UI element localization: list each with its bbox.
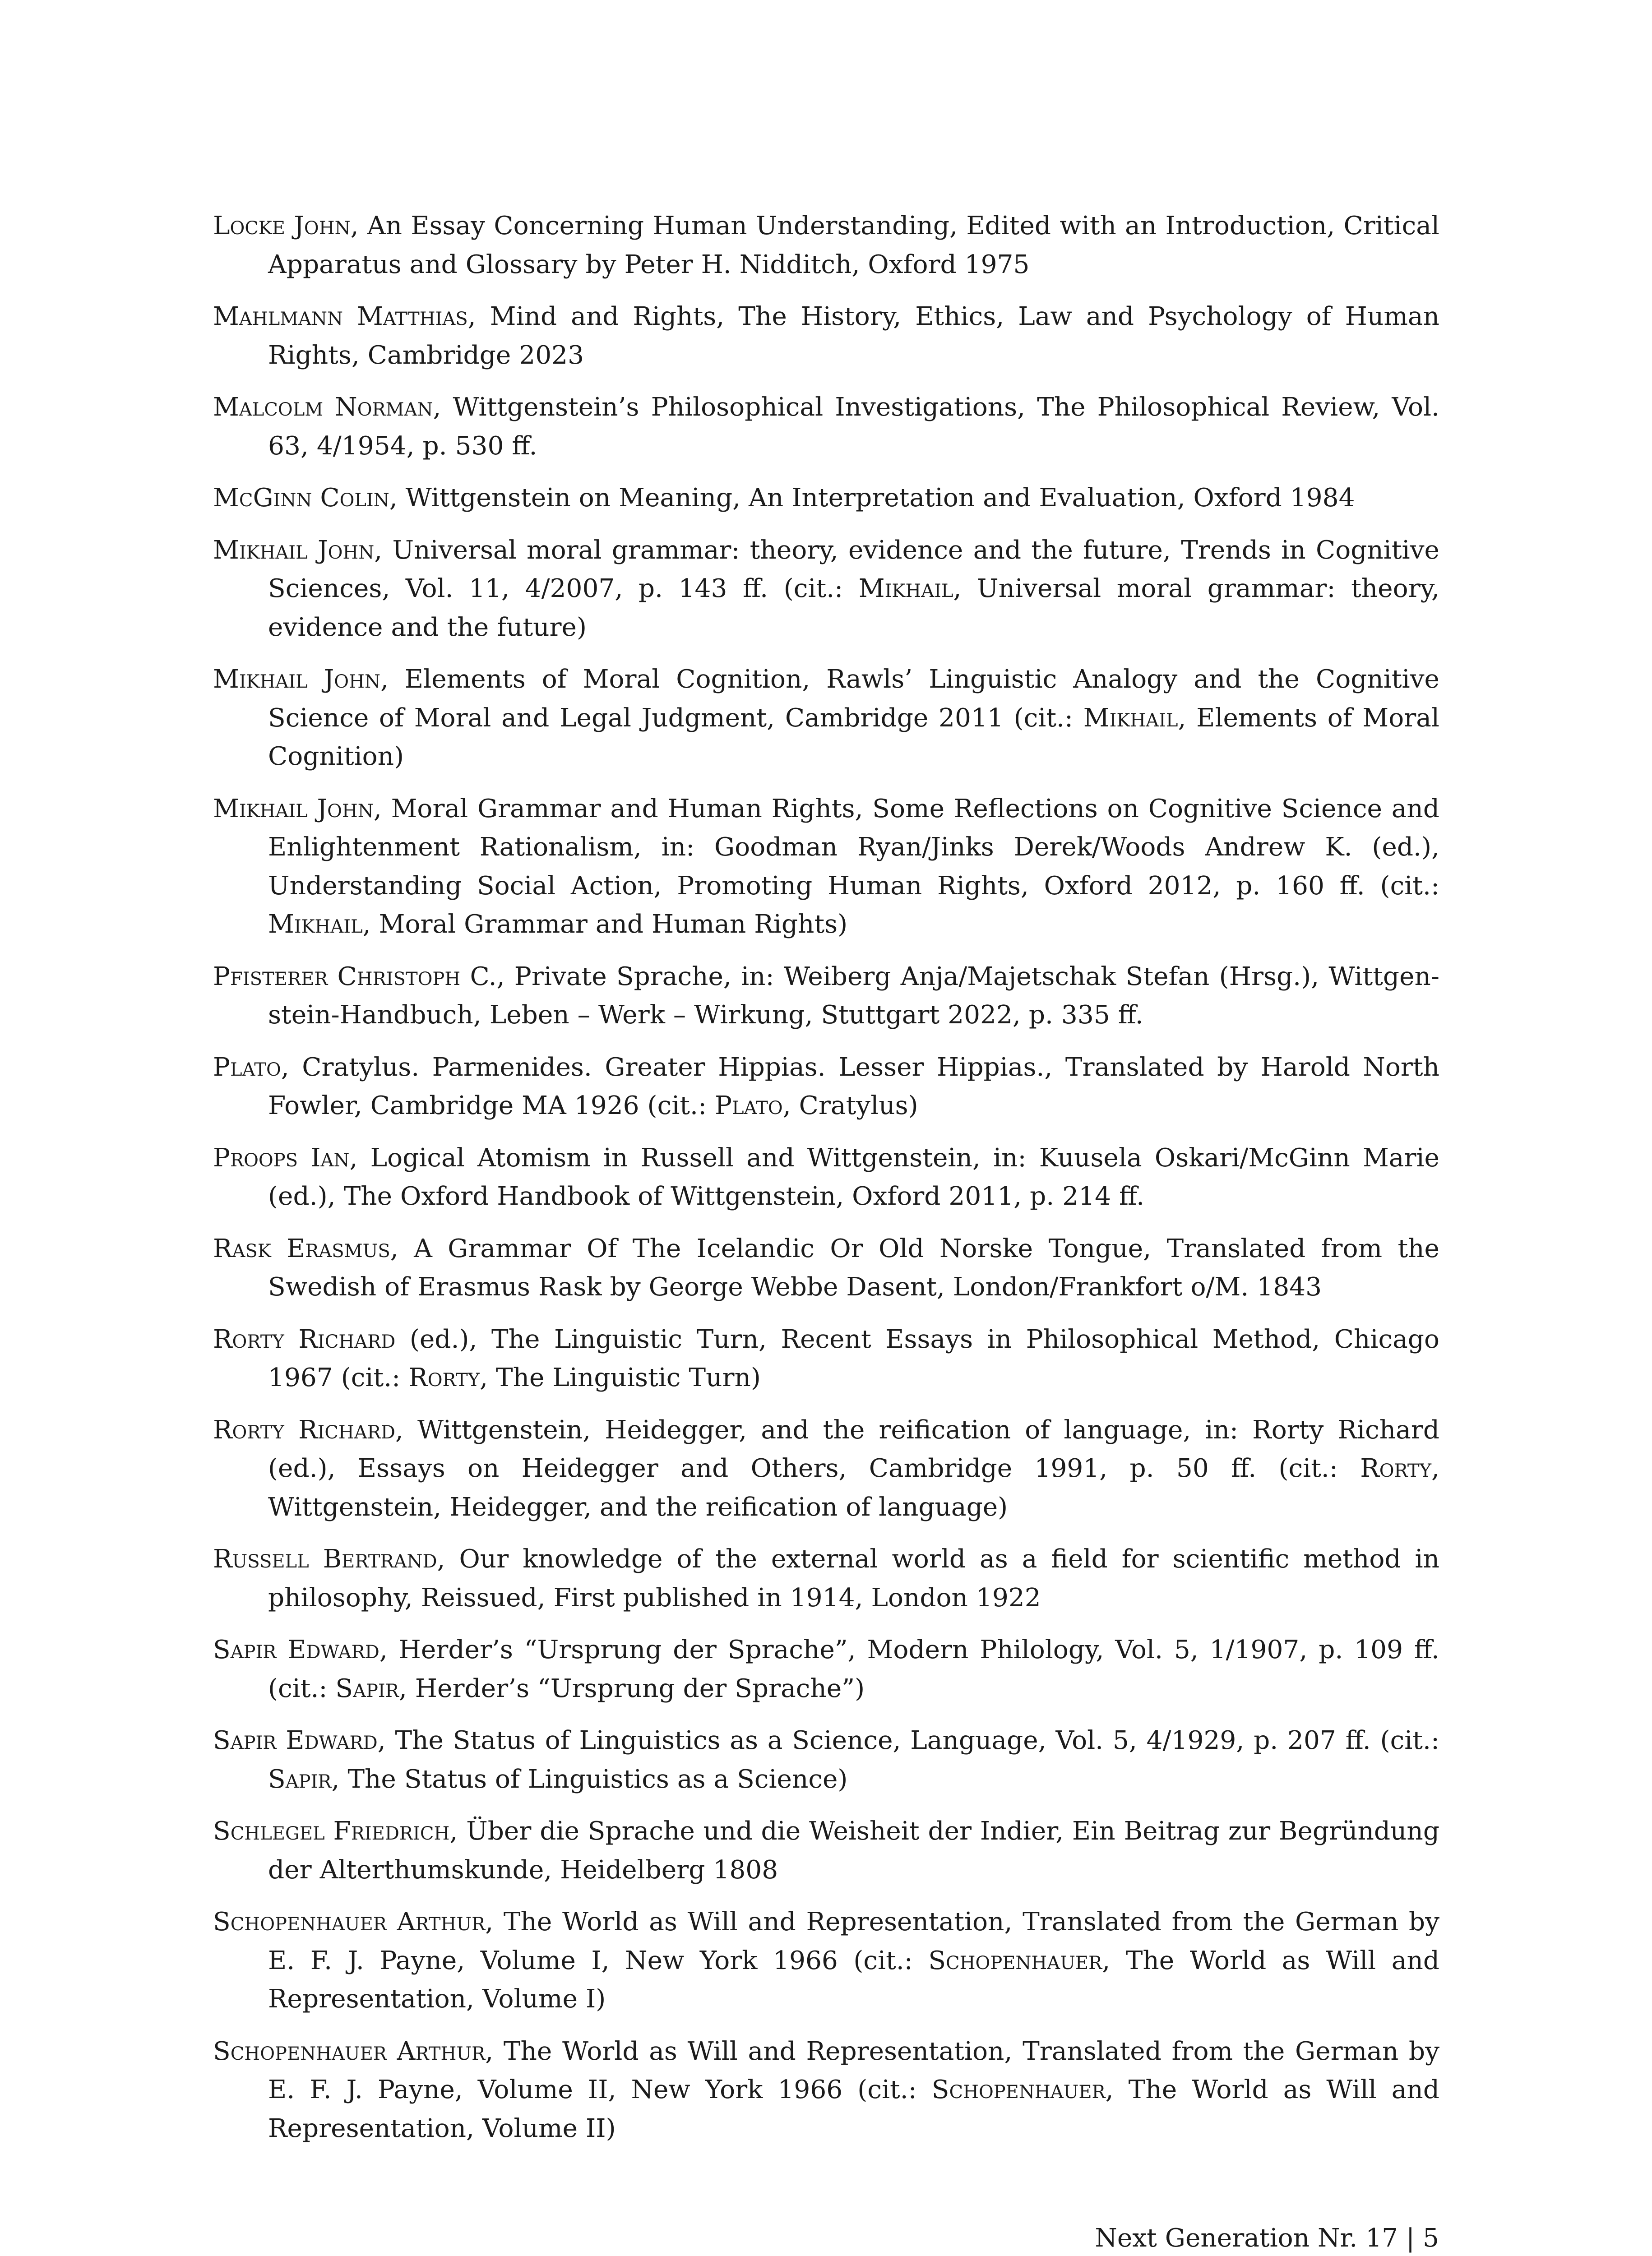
entry-cit-text: , Moral Grammar and Human Rights) (362, 910, 848, 939)
page-footer: Next Generation Nr. 17 | 5 (1095, 2224, 1439, 2253)
entry-author: Locke John (213, 211, 351, 240)
entry-author: Rorty Richard (213, 1415, 395, 1445)
entry-cit-author: Sapir (335, 1674, 399, 1703)
entry-author: Mahlmann Matthias (213, 302, 468, 331)
bibliography-entry (213, 1048, 1439, 1125)
entry-cit-text: , Cratylus) (782, 1091, 918, 1120)
entry-cit-text: , Universal moral grammar: theory, evidence and the future) (268, 574, 1439, 642)
entry-author: Sapir Edward (213, 1635, 379, 1664)
entry-author: Proops Ian (213, 1143, 350, 1173)
entry-cit-text: , The World as Will and Representation, Volume II) (268, 2075, 1439, 2143)
bibliography-entry (213, 790, 1439, 944)
entry-text: , Cratylus. Parmenides. Greater Hippias. Lesser Hippias., Translated by Harold North Fowler, Cambridge MA 1926 (cit.: (268, 1052, 1439, 1120)
entry-text: , An Essay Concerning Human Understanding, Edited with an Introduction, Critical Apparatus and Glossary by Peter H. Nidditch, Oxford 1975 (268, 211, 1439, 279)
bibliography-entry (213, 531, 1439, 647)
entry-author: Plato (213, 1052, 281, 1082)
entry-cit-author: Rorty (408, 1363, 480, 1392)
entry-cit-text: , Wittgenstein, Heidegger, and the reification of language) (268, 1454, 1439, 1522)
entry-text: , Herder’s “Ursprung der Sprache”, Modern Philology, Vol. 5, 1/1907, p. 109 ff. (cit.: (268, 1635, 1439, 1703)
entry-text: , Mind and Rights, The History, Ethics, Law and Psychology of Human Rights, Cambridge 2023 (268, 302, 1439, 370)
bibliography-entry (213, 1903, 1439, 2019)
entry-cit-author: Plato (714, 1091, 783, 1120)
entry-author: Schlegel Friedrich (213, 1817, 450, 1846)
entry-author: Mikhail John (213, 665, 380, 694)
bibliography-entry (213, 660, 1439, 776)
entry-text: , Wittgenstein’s Philosophical Investigations, The Philosophical Review, Vol. 63, 4/1954, p. 530 ff. (268, 393, 1439, 461)
entry-text: , Wittgenstein on Meaning, An Interpretation and Evaluation, Oxford 1984 (389, 483, 1355, 513)
entry-cit-text: , Herder’s “Ursprung der Sprache”) (398, 1674, 865, 1703)
entry-text: , The World as Will and Representation, Translated from the German by E. F. J. Payne, Volume II, New York 1966 (cit.: (268, 2036, 1439, 2104)
entry-author: Malcolm Norman (213, 393, 433, 422)
bibliography-entry (213, 297, 1439, 374)
bibliography-entry (213, 1631, 1439, 1708)
bibliography-list (213, 207, 1439, 2161)
entry-text: , Über die Sprache und die Weisheit der Indier, Ein Beitrag zur Begründung der Alterthumskunde, Heidelberg 1808 (268, 1817, 1439, 1885)
bibliography-entry (213, 1139, 1439, 1216)
entry-cit-author: Schopenhauer (928, 1946, 1102, 1975)
bibliography-entry (213, 1721, 1439, 1798)
entry-author: McGinn Colin (213, 483, 389, 513)
bibliography-entry (213, 2032, 1439, 2148)
entry-text: , Universal moral grammar: theory, evidence and the future, Trends in Cognitive Sciences, Vol. 11, 4/2007, p. 143 ff. (cit.: (268, 535, 1439, 603)
entry-text: , A Grammar Of The Icelandic Or Old Norske Tongue, Translated from the Swedish of Erasmus Rask by George Webbe Dasent, London/Frankfort o/M. 1843 (268, 1234, 1439, 1302)
entry-author: Rorty Richard (213, 1324, 396, 1354)
bibliography-entry (213, 1812, 1439, 1889)
entry-author: Russell Bertrand (213, 1544, 437, 1574)
bibliography-entry (213, 1411, 1439, 1527)
entry-text: , Elements of Moral Cognition, Rawls’ Linguistic Analogy and the Cognitive Science of Moral and Legal Judgment, Cambridge 2011 (cit.: (268, 665, 1439, 733)
entry-cit-text: , The World as Will and Representation, Volume I) (268, 1946, 1439, 2014)
entry-author: Rask Erasmus (213, 1234, 390, 1263)
entry-text: , Moral Grammar and Human Rights, Some Reflections on Cognitive Science and Enlightenment Rationalism, in: Goodman Ryan/Jinks Derek/Woods Andrew K. (ed.), Understanding Social Action, Promoting Human Rights, Oxford 2012, p. 160 ff. (cit.: (268, 794, 1439, 901)
entry-text: C., Private Sprache, in: Weiberg Anja/Majetschak Stefan (Hrsg.), Wittgenstein-Handbuch, Leben – Werk – Wirkung, Stuttgart 2022, p. 335 ff. (268, 962, 1439, 1030)
entry-cit-text: , The Linguistic Turn) (480, 1363, 761, 1392)
entry-author: Schopenhauer Arthur (213, 1907, 486, 1937)
bibliography-entry (213, 207, 1439, 284)
entry-cit-author: Rorty (1360, 1454, 1432, 1483)
entry-author: Schopenhauer Arthur (213, 2036, 486, 2066)
entry-author: Sapir Edward (213, 1726, 378, 1755)
entry-cit-text: , Elements of Moral Cognition) (268, 703, 1439, 771)
bibliography-entry (213, 1320, 1439, 1397)
entry-text: , Wittgenstein, Heidegger, and the reification of language, in: Rorty Richard (ed.), Essays on Heidegger and Others, Cambridge 1991, p. 50 ff. (cit.: (268, 1415, 1439, 1483)
entry-cit-author: Mikhail (268, 910, 363, 939)
bibliography-entry (213, 479, 1439, 518)
entry-author: Pfisterer Christoph (213, 962, 461, 991)
bibliography-entry (213, 1540, 1439, 1617)
entry-text: , Our knowledge of the external world as a field for scientific method in philosophy, Reissued, First published in 1914, London 1922 (268, 1544, 1439, 1613)
entry-author: Mikhail John (213, 794, 374, 823)
bibliography-entry (213, 388, 1439, 465)
entry-text: , The Status of Linguistics as a Science, Language, Vol. 5, 4/1929, p. 207 ff. (cit.: (377, 1726, 1439, 1755)
entry-text: (ed.), The Linguistic Turn, Recent Essays in Philosophical Method, Chicago 1967 (cit.: (268, 1324, 1439, 1392)
entry-text: , The World as Will and Representation, Translated from the German by E. F. J. Payne, Volume I, New York 1966 (cit.: (268, 1907, 1439, 1975)
bibliography-entry (213, 1230, 1439, 1307)
entry-cit-author: Schopenhauer (931, 2075, 1106, 2104)
bibliography-entry (213, 957, 1439, 1035)
entry-cit-author: Sapir (268, 1764, 332, 1794)
entry-text: , Logical Atomism in Russell and Wittgenstein, in: Kuusela Oskari/McGinn Marie (ed.), The Oxford Handbook of Wittgenstein, Oxford 2011, p. 214 ff. (268, 1143, 1439, 1211)
entry-author: Mikhail John (213, 535, 375, 565)
entry-cit-author: Mikhail (1083, 703, 1178, 733)
entry-cit-text: , The Status of Linguistics as a Science) (331, 1764, 848, 1794)
entry-cit-author: Mikhail (858, 574, 953, 603)
